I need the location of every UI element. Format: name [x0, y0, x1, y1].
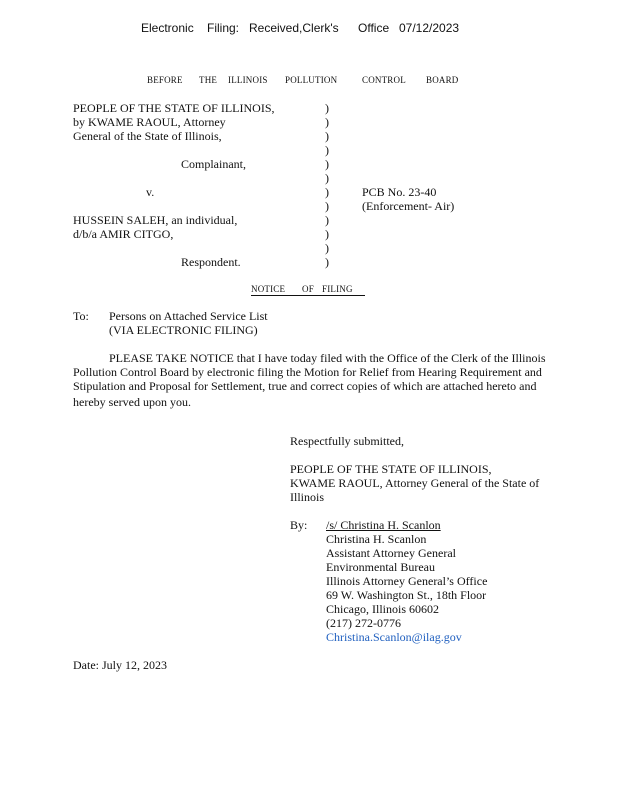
- body-line: hereby served upon you.: [73, 395, 191, 409]
- heading-word: CONTROL: [362, 75, 406, 85]
- body-line: Stipulation and Proposal for Settlement, true and correct copies of which are attached hereto and: [73, 379, 537, 393]
- signer-line: Chicago, Illinois 60602: [326, 602, 439, 616]
- heading-word: BEFORE: [147, 75, 183, 85]
- bracket-mark: ): [325, 255, 329, 269]
- signer-line: Illinois Attorney General’s Office: [326, 574, 488, 588]
- notice-word: OF: [302, 284, 314, 294]
- closing: Respectfully submitted,: [290, 434, 404, 448]
- by-label: By:: [290, 518, 308, 532]
- plaintiff-line: General of the State of Illinois,: [73, 129, 222, 143]
- bracket-mark: ): [325, 241, 329, 255]
- bracket-mark: ): [325, 157, 329, 171]
- date-line: Date: July 12, 2023: [73, 658, 167, 672]
- signer-line: Assistant Attorney General: [326, 546, 456, 560]
- bracket-mark: ): [325, 143, 329, 157]
- body-line: Pollution Control Board by electronic filing the Motion for Relief from Hearing Requirement and: [73, 365, 542, 379]
- signer-phone: (217) 272-0776: [326, 616, 401, 630]
- to-label: To:: [73, 309, 89, 323]
- bracket-mark: ): [325, 185, 329, 199]
- body-line: PLEASE TAKE NOTICE that I have today filed with the Office of the Clerk of the Illinois: [109, 351, 546, 365]
- bracket-mark: ): [325, 129, 329, 143]
- bracket-mark: ): [325, 199, 329, 213]
- notice-underline: [251, 295, 365, 296]
- plaintiff-line: PEOPLE OF THE STATE OF ILLINOIS,: [73, 101, 275, 115]
- party-line: PEOPLE OF THE STATE OF ILLINOIS,: [290, 462, 492, 476]
- bracket-mark: ): [325, 213, 329, 227]
- versus: v.: [146, 185, 155, 199]
- to-line: (VIA ELECTRONIC FILING): [109, 323, 258, 337]
- case-number: PCB No. 23-40: [362, 185, 437, 199]
- case-type: (Enforcement- Air): [362, 199, 455, 213]
- to-line: Persons on Attached Service List: [109, 309, 268, 323]
- signature-line: /s/ Christina H. Scanlon: [326, 518, 441, 532]
- respondent-label: Respondent.: [181, 255, 241, 269]
- bracket-mark: ): [325, 171, 329, 185]
- signer-line: Christina H. Scanlon: [326, 532, 427, 546]
- plaintiff-line: by KWAME RAOUL, Attorney: [73, 115, 226, 129]
- bracket-mark: ): [325, 227, 329, 241]
- email-link[interactable]: Christina.Scanlon@ilag.gov: [326, 630, 462, 644]
- complainant-label: Complainant,: [181, 157, 246, 171]
- heading-word: THE: [199, 75, 218, 85]
- signer-line: 69 W. Washington St., 18th Floor: [326, 588, 487, 602]
- party-line: Illinois: [290, 490, 325, 504]
- party-line: KWAME RAOUL, Attorney General of the State of: [290, 476, 540, 490]
- heading-word: BOARD: [426, 75, 459, 85]
- heading-word: ILLINOIS: [228, 75, 268, 85]
- stamp-office: Office: [358, 21, 390, 35]
- respondent-line: d/b/a AMIR CITGO,: [73, 227, 174, 241]
- heading-word: POLLUTION: [285, 75, 338, 85]
- respondent-line: HUSSEIN SALEH, an individual,: [73, 213, 238, 227]
- signer-line: Environmental Bureau: [326, 560, 435, 574]
- bracket-mark: ): [325, 101, 329, 115]
- stamp-electronic: Electronic: [141, 21, 194, 35]
- bracket-mark: ): [325, 115, 329, 129]
- stamp-received: Received,Clerk's: [249, 21, 339, 35]
- stamp-filing: Filing:: [207, 21, 240, 35]
- notice-word: NOTICE: [251, 284, 286, 294]
- notice-word: FILING: [322, 284, 353, 294]
- stamp-date: 07/12/2023: [399, 21, 460, 35]
